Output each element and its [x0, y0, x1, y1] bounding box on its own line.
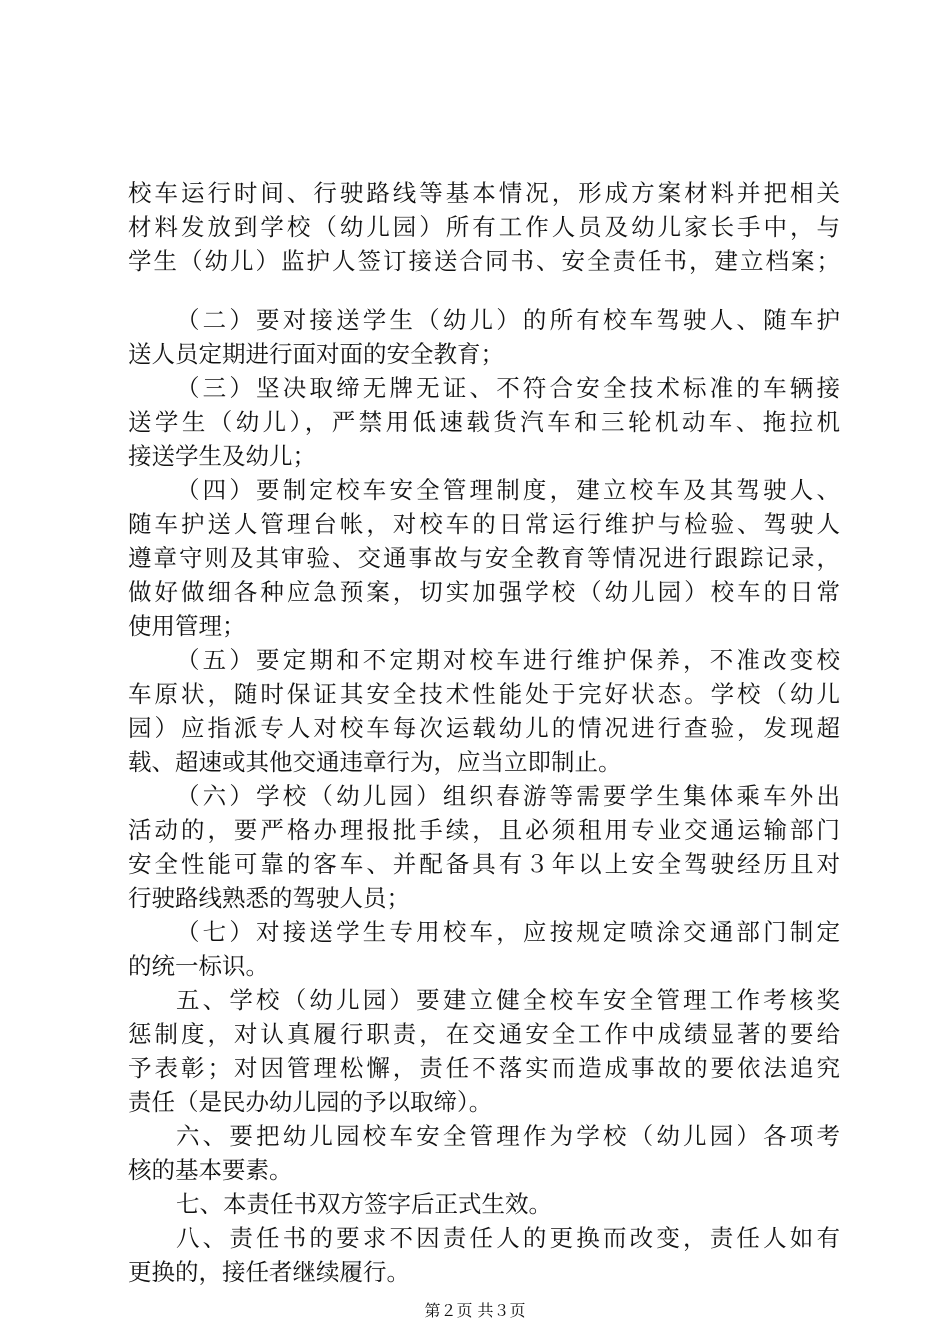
text-line: 送学生（幼儿），严禁用低速载货汽车和三轮机动车、拖拉机: [128, 408, 840, 436]
text-line: 随车护送人管理台帐，对校车的日常运行维护与检验、驾驶人: [128, 510, 840, 538]
text-line: 予表彰；对因管理松懈，责任不落实而造成事故的要依法追究: [128, 1054, 840, 1082]
text-line: 六、要把幼儿园校车安全管理作为学校（幼儿园）各项考: [176, 1122, 840, 1150]
text-line: （七）对接送学生专用校车，应按规定喷涂交通部门制定: [176, 918, 840, 946]
text-line: 责任（是民办幼儿园的予以取缔）。: [128, 1088, 493, 1116]
text-line: 使用管理；: [128, 612, 246, 640]
text-line: （三）坚决取缔无牌无证、不符合安全技术标准的车辆接: [176, 374, 840, 402]
text-line: 做好做细各种应急预案，切实加强学校（幼儿园）校车的日常: [128, 578, 840, 606]
text-line: （二）要对接送学生（幼儿）的所有校车驾驶人、随车护: [176, 306, 840, 334]
text-line: 送人员定期进行面对面的安全教育；: [128, 340, 504, 368]
text-line: （五）要定期和不定期对校车进行维护保养，不准改变校: [176, 646, 840, 674]
text-line: 遵章守则及其审验、交通事故与安全教育等情况进行跟踪记录，: [128, 544, 840, 572]
text-line: 惩制度，对认真履行职责，在交通安全工作中成绩显著的要给: [128, 1020, 840, 1048]
text-line: 更换的，接任者继续履行。: [128, 1258, 410, 1286]
text-line: 安全性能可靠的客车、并配备具有３年以上安全驾驶经历且对: [128, 850, 840, 878]
text-line: 核的基本要素。: [128, 1156, 293, 1184]
text-line: 八、责任书的要求不因责任人的更换而改变，责任人如有: [176, 1224, 840, 1252]
text-line: 接送学生及幼儿；: [128, 442, 316, 470]
text-line: 行驶路线熟悉的驾驶人员；: [128, 884, 410, 912]
text-line: 的统一标识。: [128, 952, 269, 980]
text-line: 活动的，要严格办理报批手续，且必须租用专业交通运输部门: [128, 816, 840, 844]
text-line: 校车运行时间、行驶路线等基本情况，形成方案材料并把相关: [128, 179, 840, 207]
page-number-footer: 第２页 共３页: [424, 1301, 526, 1320]
text-line: 学生（幼儿）监护人签订接送合同书、安全责任书，建立档案；: [128, 247, 840, 275]
text-line: （六）学校（幼儿园）组织春游等需要学生集体乘车外出: [176, 782, 840, 810]
text-line: 材料发放到学校（幼儿园）所有工作人员及幼儿家长手中，与: [128, 213, 840, 241]
text-line: 七、本责任书双方签字后正式生效。: [176, 1190, 552, 1218]
text-line: （四）要制定校车安全管理制度，建立校车及其驾驶人、: [176, 476, 840, 504]
text-line: 园）应指派专人对校车每次运载幼儿的情况进行查验，发现超: [128, 714, 840, 742]
text-line: 五、学校（幼儿园）要建立健全校车安全管理工作考核奖: [176, 986, 840, 1014]
text-line: 载、超速或其他交通违章行为，应当立即制止。: [128, 748, 622, 776]
text-line: 车原状，随时保证其安全技术性能处于完好状态。学校（幼儿: [128, 680, 840, 708]
